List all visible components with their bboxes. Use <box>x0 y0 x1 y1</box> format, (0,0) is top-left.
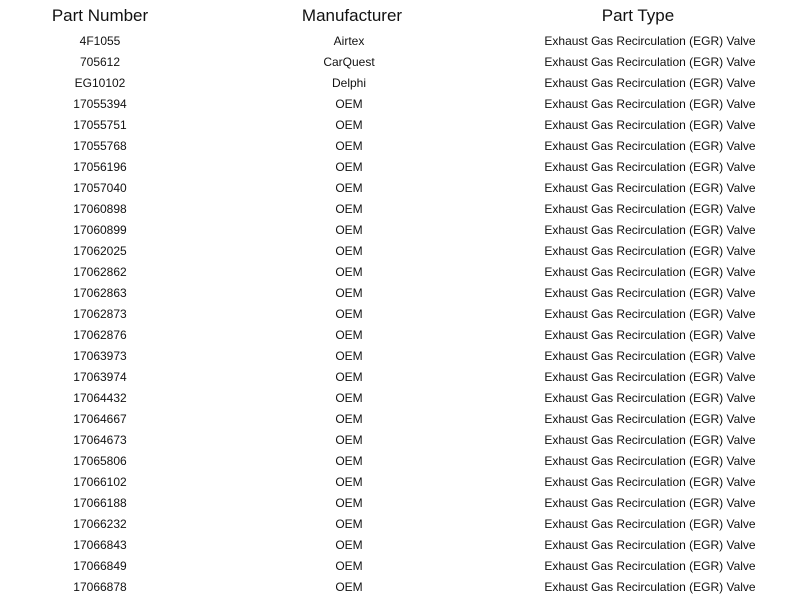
cell-manufacturer: OEM <box>335 496 363 510</box>
cell-manufacturer: OEM <box>335 412 363 426</box>
cell-part-number: 17064667 <box>73 412 127 426</box>
cell-part-type: Exhaust Gas Recirculation (EGR) Valve <box>544 349 756 363</box>
table-row <box>0 452 800 473</box>
cell-part-type: Exhaust Gas Recirculation (EGR) Valve <box>544 475 756 489</box>
cell-manufacturer: OEM <box>335 202 363 216</box>
cell-manufacturer: OEM <box>335 223 363 237</box>
table-row <box>0 536 800 557</box>
cell-manufacturer: OEM <box>335 244 363 258</box>
cell-part-type: Exhaust Gas Recirculation (EGR) Valve <box>544 328 756 342</box>
cell-part-number: EG10102 <box>74 76 126 90</box>
cell-part-type: Exhaust Gas Recirculation (EGR) Valve <box>544 202 756 216</box>
table-row <box>0 284 800 305</box>
cell-part-number: 17063973 <box>73 349 127 363</box>
cell-part-type: Exhaust Gas Recirculation (EGR) Valve <box>544 412 756 426</box>
cell-manufacturer: OEM <box>335 286 363 300</box>
table-row <box>0 179 800 200</box>
cell-part-number: 17055751 <box>73 118 127 132</box>
cell-part-type: Exhaust Gas Recirculation (EGR) Valve <box>544 76 756 90</box>
table-row <box>0 221 800 242</box>
cell-part-type: Exhaust Gas Recirculation (EGR) Valve <box>544 55 756 69</box>
table-body <box>0 32 800 599</box>
table-row <box>0 578 800 599</box>
cell-part-type: Exhaust Gas Recirculation (EGR) Valve <box>544 118 756 132</box>
cell-manufacturer: OEM <box>335 517 363 531</box>
table-row <box>0 431 800 452</box>
table-row <box>0 53 800 74</box>
cell-part-type: Exhaust Gas Recirculation (EGR) Valve <box>544 559 756 573</box>
cell-manufacturer: OEM <box>335 160 363 174</box>
header-part-type: Part Type <box>601 6 675 25</box>
cell-manufacturer: OEM <box>335 559 363 573</box>
table-row <box>0 242 800 263</box>
table-row <box>0 347 800 368</box>
cell-part-type: Exhaust Gas Recirculation (EGR) Valve <box>544 391 756 405</box>
cell-part-type: Exhaust Gas Recirculation (EGR) Valve <box>544 244 756 258</box>
table-header-row <box>0 0 800 32</box>
table-row <box>0 263 800 284</box>
table-row <box>0 158 800 179</box>
table-row <box>0 305 800 326</box>
cell-part-type: Exhaust Gas Recirculation (EGR) Valve <box>544 286 756 300</box>
cell-manufacturer: OEM <box>335 433 363 447</box>
cell-part-type: Exhaust Gas Recirculation (EGR) Valve <box>544 181 756 195</box>
cell-manufacturer: OEM <box>335 139 363 153</box>
cell-part-number: 17062025 <box>73 244 127 258</box>
cell-part-number: 17056196 <box>73 160 127 174</box>
cell-manufacturer: OEM <box>335 391 363 405</box>
table-row <box>0 494 800 515</box>
cell-part-type: Exhaust Gas Recirculation (EGR) Valve <box>544 580 756 594</box>
cell-part-number: 17062863 <box>73 286 127 300</box>
header-part-number: Part Number <box>51 6 149 25</box>
cell-part-number: 17066849 <box>73 559 127 573</box>
cell-part-number: 17062862 <box>73 265 127 279</box>
table-row <box>0 32 800 53</box>
cell-part-number: 17066878 <box>73 580 127 594</box>
cell-manufacturer: OEM <box>335 349 363 363</box>
cell-part-number: 17064432 <box>73 391 127 405</box>
cell-manufacturer: OEM <box>335 328 363 342</box>
cell-part-number: 17066232 <box>73 517 127 531</box>
table-row <box>0 326 800 347</box>
table-row <box>0 200 800 221</box>
cell-manufacturer: OEM <box>335 118 363 132</box>
table-row <box>0 95 800 116</box>
table-row <box>0 473 800 494</box>
cell-part-number: 17055768 <box>73 139 127 153</box>
cell-part-type: Exhaust Gas Recirculation (EGR) Valve <box>544 307 756 321</box>
cell-part-type: Exhaust Gas Recirculation (EGR) Valve <box>544 139 756 153</box>
table-row <box>0 116 800 137</box>
cell-part-type: Exhaust Gas Recirculation (EGR) Valve <box>544 34 756 48</box>
cell-part-number: 17057040 <box>73 181 127 195</box>
cell-manufacturer: Airtex <box>333 34 365 48</box>
cell-manufacturer: OEM <box>335 454 363 468</box>
cell-manufacturer: OEM <box>335 97 363 111</box>
cell-part-number: 17066102 <box>73 475 127 489</box>
cell-part-type: Exhaust Gas Recirculation (EGR) Valve <box>544 538 756 552</box>
cell-part-number: 17066843 <box>73 538 127 552</box>
cell-part-type: Exhaust Gas Recirculation (EGR) Valve <box>544 160 756 174</box>
table-row <box>0 557 800 578</box>
cell-part-number: 17062876 <box>73 328 127 342</box>
cell-part-type: Exhaust Gas Recirculation (EGR) Valve <box>544 223 756 237</box>
cell-part-number: 17063974 <box>73 370 127 384</box>
cell-part-type: Exhaust Gas Recirculation (EGR) Valve <box>544 454 756 468</box>
cell-manufacturer: OEM <box>335 580 363 594</box>
cell-manufacturer: OEM <box>335 307 363 321</box>
cell-part-number: 17060898 <box>73 202 127 216</box>
cell-part-number: 4F1055 <box>79 34 121 48</box>
cell-part-type: Exhaust Gas Recirculation (EGR) Valve <box>544 433 756 447</box>
table-row <box>0 389 800 410</box>
table-row <box>0 515 800 536</box>
cell-part-number: 17066188 <box>73 496 127 510</box>
cell-part-type: Exhaust Gas Recirculation (EGR) Valve <box>544 97 756 111</box>
header-manufacturer: Manufacturer <box>301 6 403 25</box>
cell-part-number: 17065806 <box>73 454 127 468</box>
cell-part-number: 17060899 <box>73 223 127 237</box>
table-row <box>0 368 800 389</box>
cell-manufacturer: OEM <box>335 181 363 195</box>
cell-part-type: Exhaust Gas Recirculation (EGR) Valve <box>544 517 756 531</box>
cell-manufacturer: OEM <box>335 370 363 384</box>
cell-part-number: 17062873 <box>73 307 127 321</box>
cell-manufacturer: CarQuest <box>323 55 375 69</box>
cell-part-type: Exhaust Gas Recirculation (EGR) Valve <box>544 265 756 279</box>
table-row <box>0 137 800 158</box>
cell-part-type: Exhaust Gas Recirculation (EGR) Valve <box>544 370 756 384</box>
cell-manufacturer: Delphi <box>331 76 367 90</box>
cell-part-number: 17055394 <box>73 97 127 111</box>
table-row <box>0 74 800 95</box>
cell-part-number: 17064673 <box>73 433 127 447</box>
cell-part-number: 705612 <box>79 55 121 69</box>
cell-manufacturer: OEM <box>335 475 363 489</box>
cell-manufacturer: OEM <box>335 265 363 279</box>
table-row <box>0 410 800 431</box>
cell-part-type: Exhaust Gas Recirculation (EGR) Valve <box>544 496 756 510</box>
cell-manufacturer: OEM <box>335 538 363 552</box>
